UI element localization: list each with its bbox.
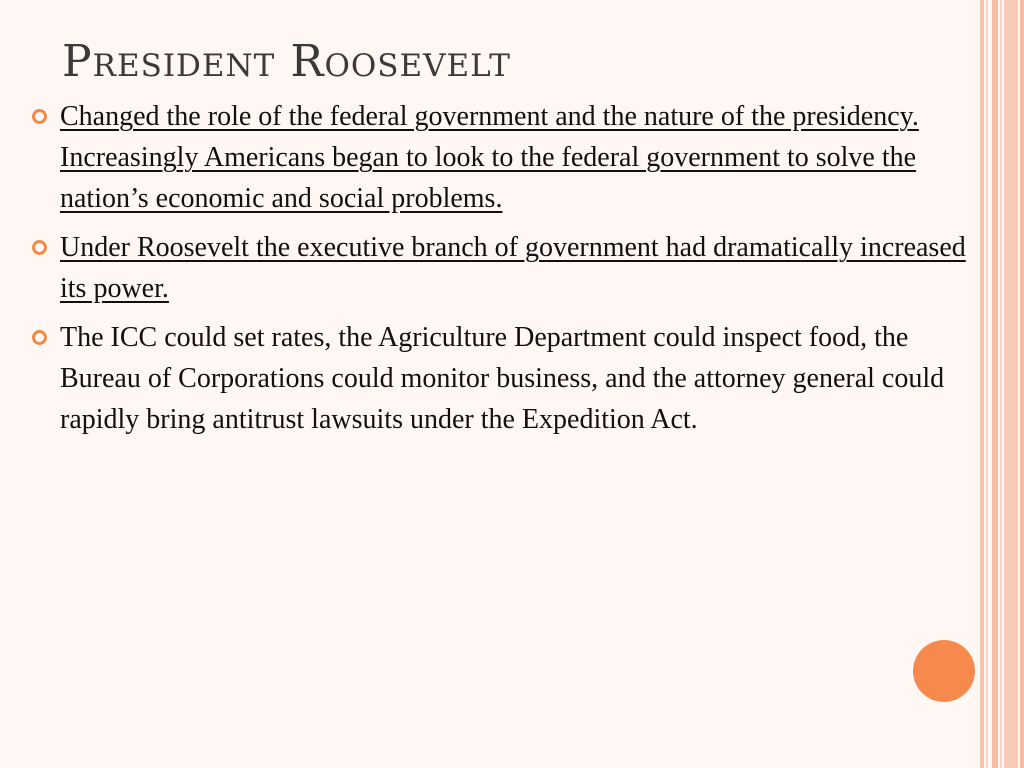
edge-stripe xyxy=(986,0,988,768)
edge-stripe xyxy=(1004,0,1018,768)
edge-stripe xyxy=(1000,0,1002,768)
ring-bullet-icon xyxy=(32,109,47,124)
edge-stripe xyxy=(1020,0,1024,768)
bullet-text: The ICC could set rates, the Agriculture Department could inspect food, the Bureau of Corporations could monitor business, and the attorney general could rapidly bring antitrust lawsuits under the Expedition Act. xyxy=(60,322,945,435)
bullet-item xyxy=(32,317,982,440)
edge-stripe xyxy=(992,0,998,768)
ring-bullet-icon xyxy=(32,240,47,255)
slide-title: President Roosevelt xyxy=(62,36,511,87)
bullet-text: Under Roosevelt the executive branch of government had dramatically increased its power. xyxy=(60,232,966,304)
bullet-text: Changed the role of the federal government and the nature of the presidency. Increasingly Americans began to look to the federal government to solve the nation’s economic and social problems. xyxy=(60,101,919,214)
ring-bullet-icon xyxy=(32,330,47,345)
bullet-item xyxy=(32,227,982,309)
decorative-circle xyxy=(913,640,975,702)
bullet-item xyxy=(32,96,982,219)
bullet-list xyxy=(32,96,982,448)
